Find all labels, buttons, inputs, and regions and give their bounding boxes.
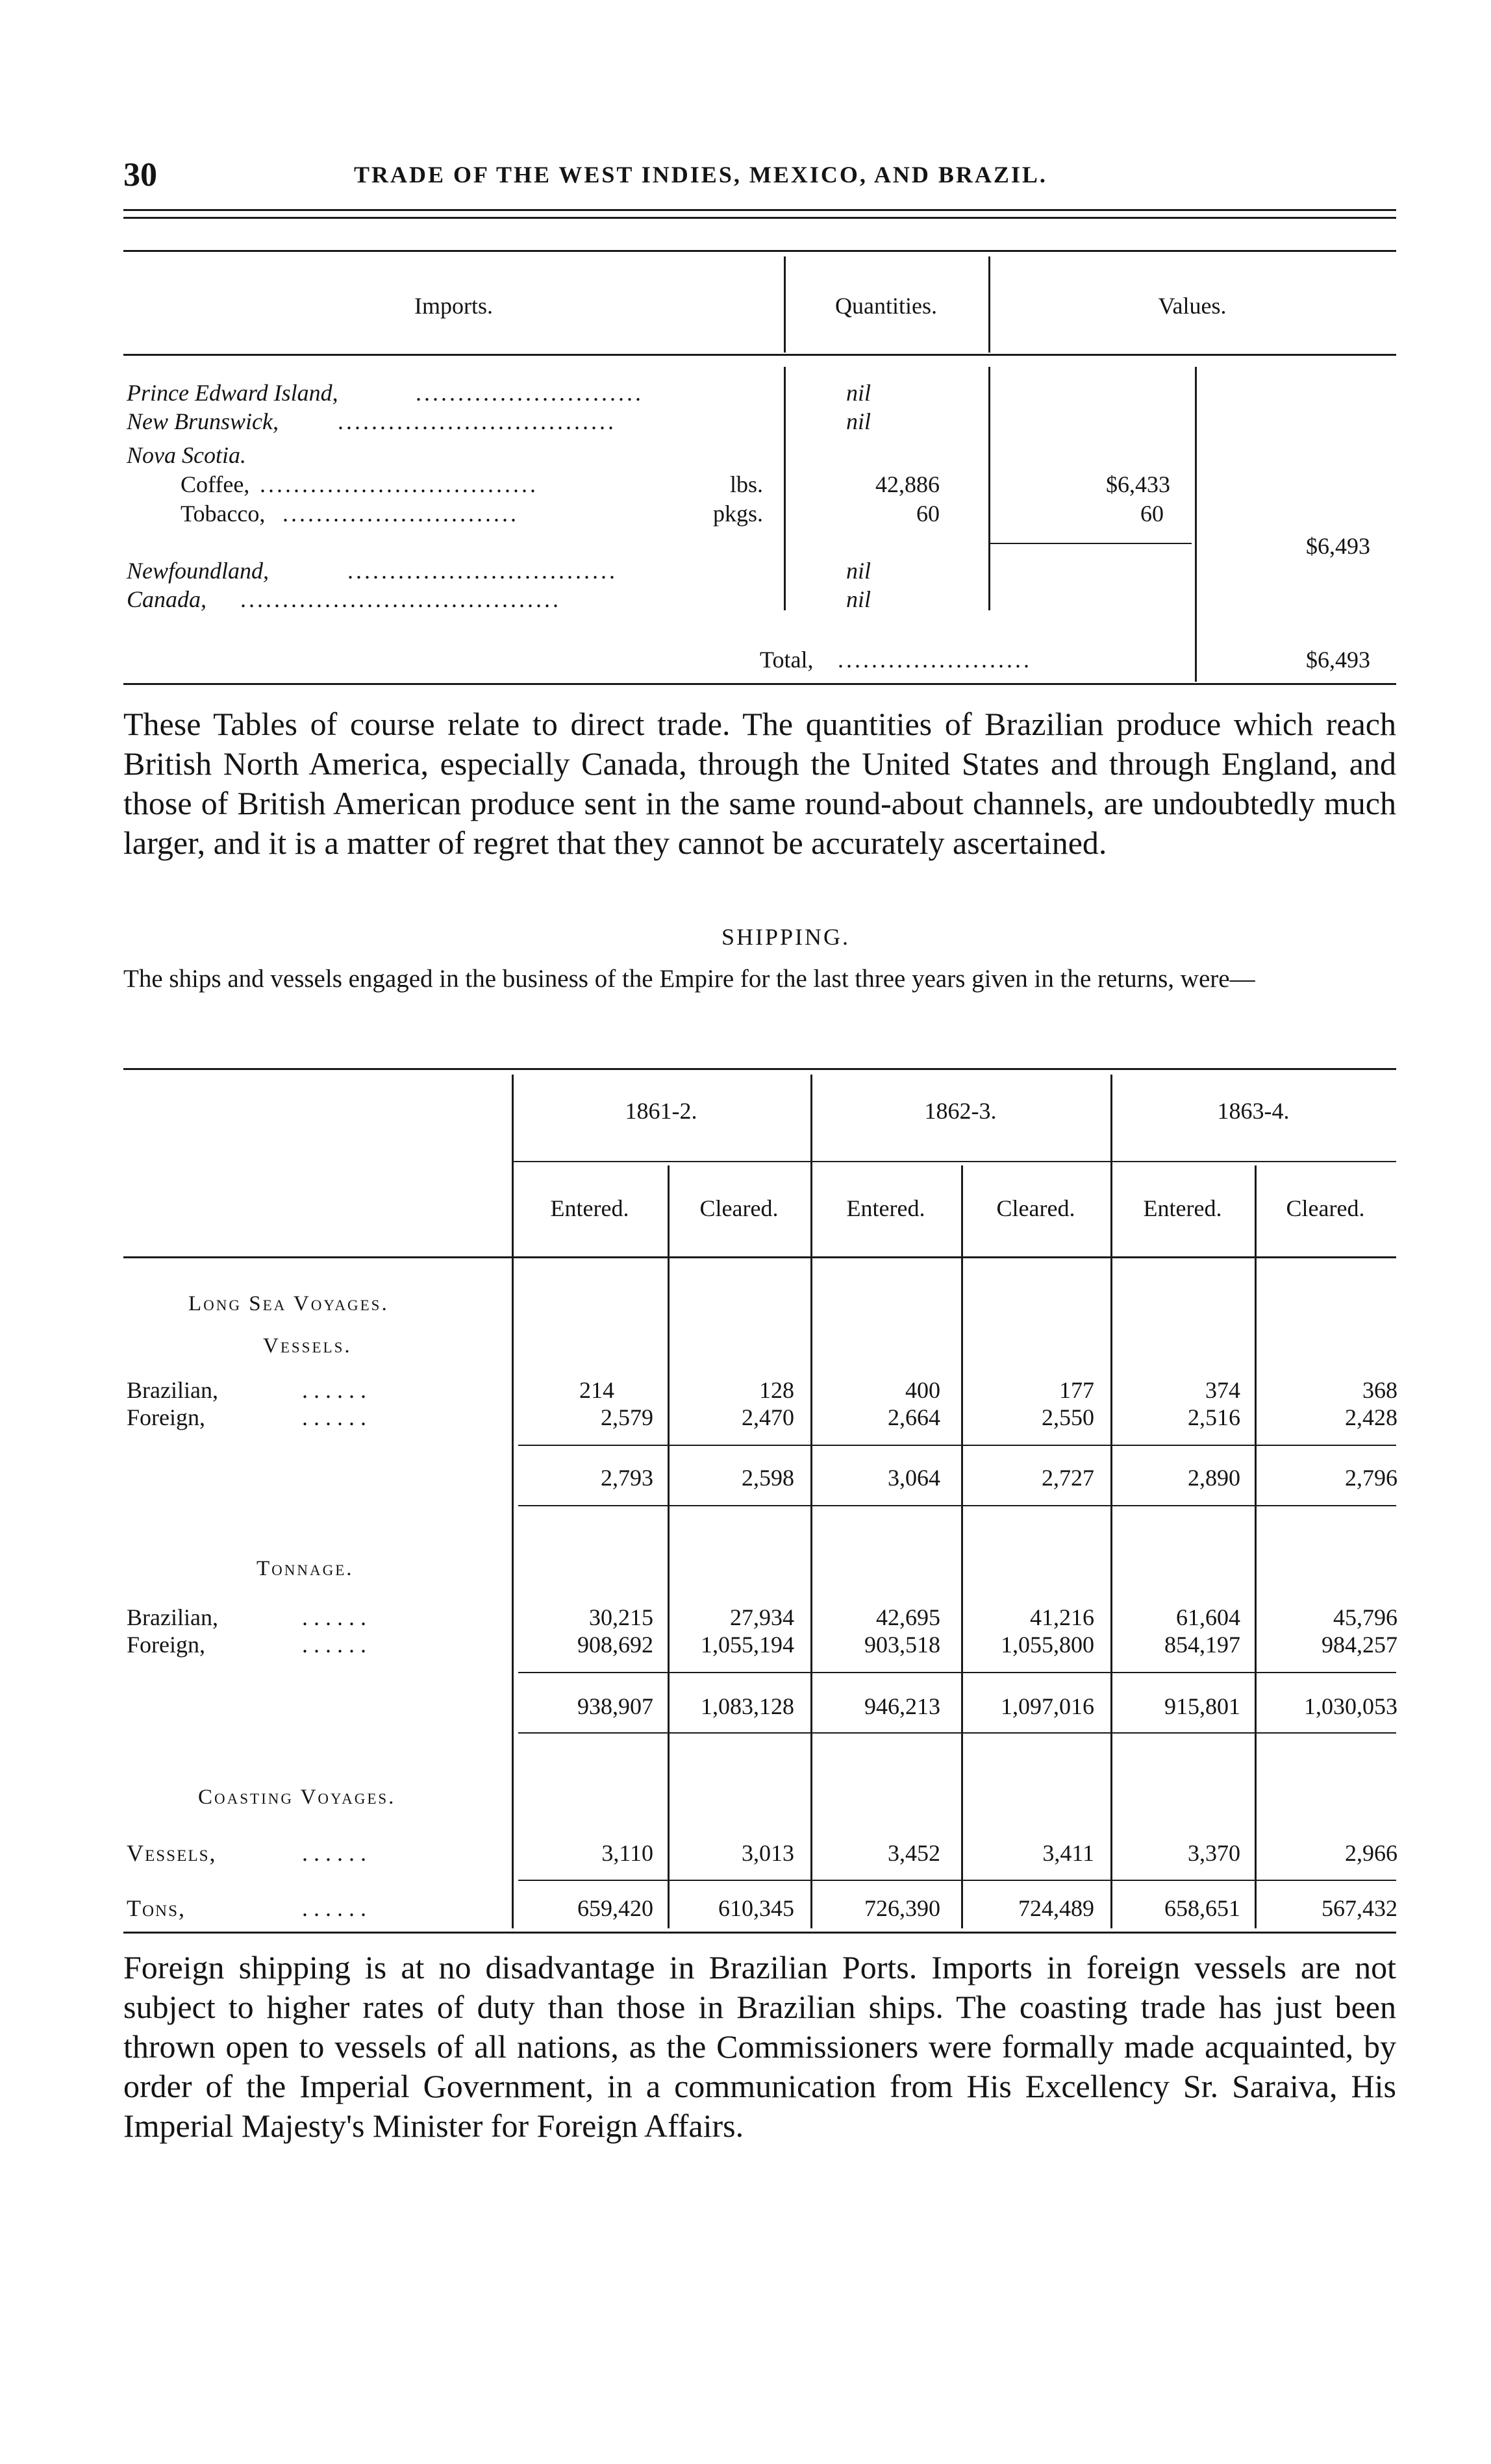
col-divider <box>512 1075 514 1928</box>
header-rule-1 <box>123 209 1396 211</box>
col-divider <box>961 1165 963 1928</box>
cleared-header: Cleared. <box>996 1195 1075 1221</box>
cell-total: 2,890 <box>1188 1465 1240 1491</box>
leader-dots: ....................... <box>838 647 1032 673</box>
cell: 45,796 <box>1333 1604 1397 1630</box>
cell-total: 1,030,053 <box>1304 1693 1397 1719</box>
row-label-brazilian: Brazilian, <box>127 1604 218 1630</box>
row-label-brazilian: Brazilian, <box>127 1377 218 1403</box>
import-row-label: Canada, <box>127 586 207 612</box>
import-row-quantity: 42,886 <box>875 471 940 497</box>
cell: 567,432 <box>1322 1895 1397 1921</box>
shipping-intro: The ships and vessels engaged in the business of the Empire for the last three years given in the returns, were— <box>123 965 1255 993</box>
year-header: 1863-4. <box>1217 1098 1290 1124</box>
sum-rule <box>518 1880 1396 1881</box>
cell-total: 2,727 <box>1042 1465 1094 1491</box>
leader-dots: ...................................... <box>240 586 561 612</box>
cell: 42,695 <box>876 1604 940 1630</box>
import-row-quantity: nil <box>846 380 871 406</box>
ditto-dots: . . . . . . <box>302 1604 366 1630</box>
cell: 128 <box>759 1377 794 1403</box>
import-row-unit: lbs. <box>729 471 763 497</box>
running-header <box>123 156 1396 201</box>
imports-total: $6,493 <box>1306 647 1370 673</box>
cell: 659,420 <box>577 1895 653 1921</box>
ditto-dots: . . . . . . <box>302 1404 366 1430</box>
cell-total: 915,801 <box>1164 1693 1240 1719</box>
cell: 726,390 <box>864 1895 940 1921</box>
import-row-quantity: 60 <box>916 501 940 527</box>
shipping-heading: SHIPPING. <box>721 924 851 950</box>
shipping-bottom-rule <box>123 1932 1396 1934</box>
leader-dots: ................................. <box>260 471 538 497</box>
col-header-values: Values. <box>1158 293 1227 319</box>
ditto-dots: . . . . . . <box>302 1632 366 1658</box>
col-divider <box>810 1075 812 1928</box>
cell: 3,110 <box>601 1840 653 1866</box>
cell: 368 <box>1362 1377 1397 1403</box>
cell: 41,216 <box>1030 1604 1094 1630</box>
cell: 3,013 <box>742 1840 794 1866</box>
cell: 400 <box>905 1377 940 1403</box>
cell: 2,664 <box>888 1404 940 1430</box>
entered-header: Entered. <box>550 1195 629 1221</box>
sum-rule <box>518 1672 1396 1673</box>
row-label-tons: Tons, <box>127 1895 186 1921</box>
cell: 61,604 <box>1176 1604 1240 1630</box>
cell: 177 <box>1059 1377 1094 1403</box>
cleared-header: Cleared. <box>699 1195 779 1221</box>
cell: 1,055,800 <box>1001 1632 1094 1658</box>
shipping-header-rule <box>123 1256 1396 1258</box>
cell-total: 2,796 <box>1345 1465 1397 1491</box>
cell: 724,489 <box>1018 1895 1094 1921</box>
import-row-value: $6,433 <box>1106 471 1170 497</box>
entered-header: Entered. <box>846 1195 925 1221</box>
sum-rule <box>518 1505 1396 1506</box>
body-paragraph-2: Foreign shipping is at no disadvantage in Brazilian Ports. Imports in foreign vessels are not subject to higher rates of duty than those in Brazilian ships. The coasting trade has just been thrown open to vessels of all nations, as the Commissioners were formally made acquainted, by order of the Imperial Government, in a communication from His Excellency Sr. Saraiva, His Imperial Majesty's Minister for Foreign Affairs. <box>123 1949 1396 2144</box>
cell: 908,692 <box>577 1632 653 1658</box>
cell-total: 1,083,128 <box>701 1693 794 1719</box>
import-row-label: Newfoundland, <box>127 558 269 584</box>
cell: 854,197 <box>1164 1632 1240 1658</box>
ditto-dots: . . . . . . <box>302 1377 366 1403</box>
cell-total: 938,907 <box>577 1693 653 1719</box>
cell: 3,452 <box>888 1840 940 1866</box>
leader-dots: ................................ <box>347 558 618 584</box>
import-row-quantity: nil <box>846 408 871 434</box>
header-rule-2 <box>123 217 1396 219</box>
import-row-label: New Brunswick, <box>127 408 279 434</box>
sum-rule <box>518 1445 1396 1446</box>
cell-total: 946,213 <box>864 1693 940 1719</box>
cell: 658,651 <box>1164 1895 1240 1921</box>
imports-bottom-rule <box>123 683 1396 685</box>
import-row-label: Nova Scotia. <box>127 442 246 468</box>
import-row-label: Tobacco, <box>181 501 266 527</box>
cell: 2,516 <box>1188 1404 1240 1430</box>
running-title: TRADE OF THE WEST INDIES, MEXICO, AND BRAZIL. <box>354 162 1047 188</box>
ditto-dots: . . . . . . <box>302 1895 366 1921</box>
leader-dots: ........................... <box>416 380 644 406</box>
cell: 984,257 <box>1322 1632 1397 1658</box>
imports-col-divider-5 <box>1195 367 1197 682</box>
cell: 374 <box>1205 1377 1240 1403</box>
import-row-quantity: nil <box>846 586 871 612</box>
cell-total: 1,097,016 <box>1001 1693 1094 1719</box>
leader-dots: ................................. <box>338 408 616 434</box>
import-row-unit: pkgs. <box>712 501 763 527</box>
subsection-vessels: Vessels. <box>263 1334 352 1358</box>
import-row-label: Prince Edward Island, <box>127 380 338 406</box>
imports-top-rule <box>123 250 1396 252</box>
cell: 903,518 <box>864 1632 940 1658</box>
col-divider <box>668 1165 670 1928</box>
col-header-quantities: Quantities. <box>835 293 937 319</box>
ditto-dots: . . . . . . <box>302 1840 366 1866</box>
cell: 2,966 <box>1345 1840 1397 1866</box>
section-coasting-voyages: Coasting Voyages. <box>198 1786 396 1809</box>
import-row-value: 60 <box>1140 501 1164 527</box>
body-paragraph-1: These Tables of course relate to direct trade. The quantities of Brazilian produce which reach British North America, especially Canada, through the United States and through England, and those of British American produce sent in the same round-about channels, are undoubtedly much larger, and it is a matter of regret that they cannot be accurately ascertained. <box>123 706 1396 861</box>
cell-total: 3,064 <box>888 1465 940 1491</box>
sum-rule <box>518 1732 1396 1734</box>
cell: 2,470 <box>742 1404 794 1430</box>
year-sub-rule <box>512 1161 1396 1162</box>
subsection-tonnage: Tonnage. <box>257 1557 354 1580</box>
entered-header: Entered. <box>1143 1195 1222 1221</box>
cell: 2,579 <box>601 1404 653 1430</box>
year-header: 1861-2. <box>625 1098 697 1124</box>
cell: 3,370 <box>1188 1840 1240 1866</box>
cell-total: 2,598 <box>742 1465 794 1491</box>
cell-total: 2,793 <box>601 1465 653 1491</box>
col-divider <box>1255 1165 1257 1928</box>
import-row-quantity: nil <box>846 558 871 584</box>
cell: 3,411 <box>1042 1840 1094 1866</box>
imports-header-rule <box>123 354 1396 356</box>
cell: 2,428 <box>1345 1404 1397 1430</box>
cell: 610,345 <box>718 1895 794 1921</box>
subtotal-rule <box>990 543 1192 544</box>
leader-dots: ............................ <box>282 501 519 527</box>
cell: 2,550 <box>1042 1404 1094 1430</box>
row-label-foreign: Foreign, <box>127 1632 205 1658</box>
cell: 27,934 <box>730 1604 794 1630</box>
year-header: 1862-3. <box>924 1098 997 1124</box>
page-number: 30 <box>123 156 157 193</box>
col-divider <box>1110 1075 1112 1928</box>
total-label: Total, <box>760 647 814 673</box>
row-label-vessels: Vessels, <box>127 1840 217 1866</box>
row-label-foreign: Foreign, <box>127 1404 205 1430</box>
imports-subtotal: $6,493 <box>1306 533 1370 559</box>
shipping-top-rule <box>123 1068 1396 1070</box>
cell: 214 <box>579 1377 614 1403</box>
import-row-label: Coffee, <box>181 471 250 497</box>
cell: 30,215 <box>589 1604 653 1630</box>
col-header-imports: Imports. <box>414 293 493 319</box>
cleared-header: Cleared. <box>1286 1195 1365 1221</box>
cell: 1,055,194 <box>701 1632 794 1658</box>
section-long-sea-voyages: Long Sea Voyages. <box>188 1292 389 1315</box>
